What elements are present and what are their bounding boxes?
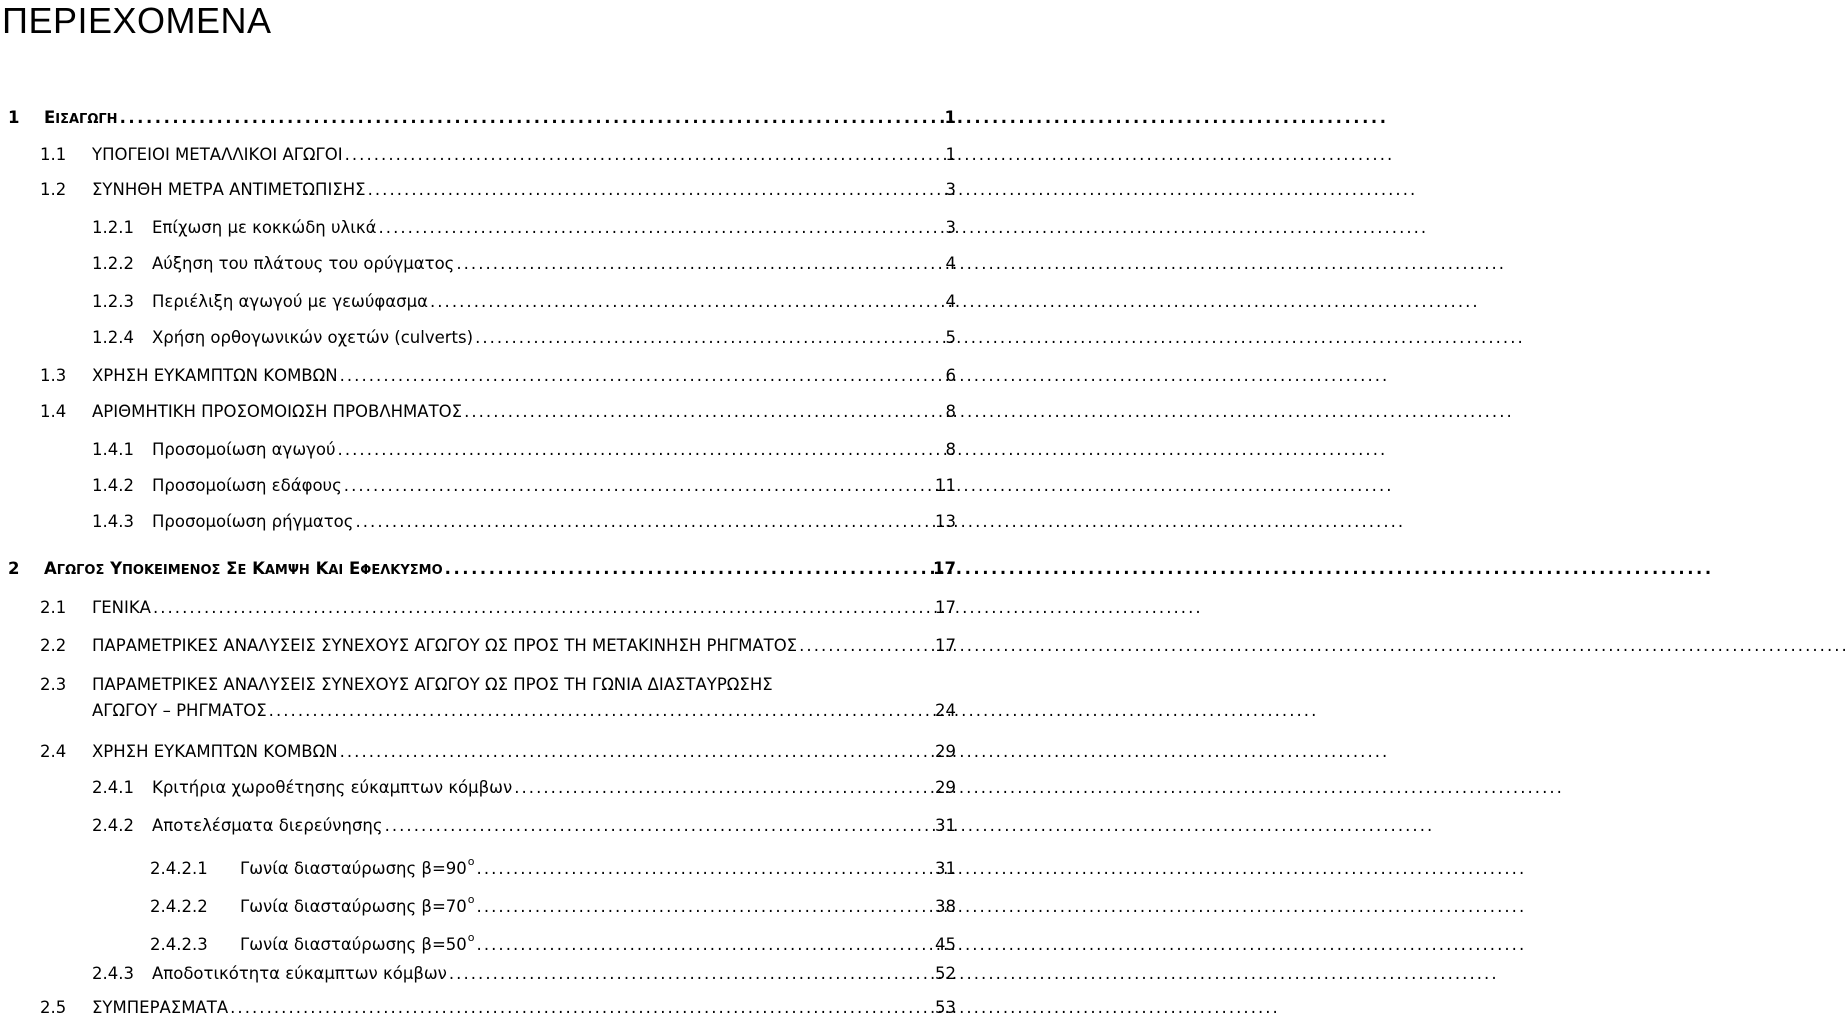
toc-entry[interactable] [0, 399, 956, 425]
toc-title: Αποτελέσματα διερεύνησης [152, 816, 383, 835]
toc-number: 1.2 [40, 180, 67, 199]
degree-sign: ο [467, 855, 475, 868]
toc-entry[interactable] [0, 961, 956, 987]
toc-page-number: 53 [935, 998, 956, 1017]
toc-entry[interactable] [0, 925, 956, 954]
toc-number: 2.4 [40, 742, 67, 761]
toc-number: 2.3 [40, 675, 67, 694]
toc-entry[interactable] [0, 289, 956, 315]
toc-entry[interactable] [0, 813, 956, 839]
degree-sign: ο [467, 931, 475, 944]
toc-page-number: 8 [945, 402, 956, 421]
toc-title: ΑΡΙΘΜΗΤΙΚΗ ΠΡΟΣΟΜΟΙΩΣΗ ΠΡΟΒΛΗΜΑΤΟΣ [92, 402, 463, 421]
toc-title: Γωνία διασταύρωσης $\beta=70^o$ [240, 893, 475, 916]
toc-page-number: 45 [935, 935, 956, 954]
toc-number: 1.2.1 [92, 218, 134, 237]
toc-page-number: 31 [935, 816, 956, 835]
toc-page-number: 1 [944, 108, 956, 127]
toc-page-number: 29 [935, 742, 956, 761]
toc-page-number: 3 [945, 218, 956, 237]
dot-leader [477, 856, 933, 882]
dot-leader [464, 399, 943, 425]
toc-title: Προσομοίωση αγωγού [152, 440, 336, 459]
toc-entry[interactable] [0, 739, 956, 765]
toc-number: 2.4.3 [92, 964, 134, 983]
toc-number: 2 [8, 559, 20, 578]
toc-page-number: 29 [935, 778, 956, 797]
toc-number: 1.2.4 [92, 328, 134, 347]
toc-number: 2.2 [40, 636, 67, 655]
toc-title: ΓΕΝΙΚΑ [92, 598, 151, 617]
dot-leader [456, 251, 943, 277]
dot-leader [445, 556, 931, 582]
toc-page-number: 13 [935, 512, 956, 531]
toc-entry[interactable] [0, 251, 956, 277]
toc-page-number: 24 [935, 701, 956, 720]
toc-title: ΥΠΟΓΕΙΟΙ ΜΕΤΑΛΛΙΚΟΙ ΑΓΩΓΟΙ [92, 145, 343, 164]
toc-number: 2.5 [40, 998, 67, 1017]
toc-title: Περιέλιξη αγωγού με γεωύφασμα [152, 292, 428, 311]
dot-leader [514, 775, 933, 801]
dot-leader [153, 595, 933, 621]
toc-title: ΠΑΡΑΜΕΤΡΙΚΕΣ ΑΝΑΛΥΣΕΙΣ ΣΥΝΕΧΟΥΣ ΑΓΩΓΟΥ ΩΣ ΠΡΟΣ ΤΗ ΜΕΤΑΚΙΝΗΣΗ ΡΗΓΜΑΤΟΣ [92, 636, 798, 655]
toc-page-number: 17 [933, 559, 956, 578]
toc-number: 1.3 [40, 366, 67, 385]
dot-leader [385, 813, 933, 839]
toc-title: Αύξηση του πλάτους του ορύγματος [152, 254, 455, 273]
toc-title: Επίχωση με κοκκώδη υλικά [152, 218, 377, 237]
dot-leader [477, 894, 933, 920]
toc-entry[interactable] [0, 142, 956, 168]
toc-entry[interactable] [0, 215, 956, 241]
toc-number: 2.4.2 [92, 816, 134, 835]
toc-entry[interactable] [0, 177, 956, 203]
dot-leader [355, 509, 933, 535]
toc-number: 2.4.2.2 [150, 897, 208, 916]
dot-leader [230, 995, 933, 1021]
toc-entry[interactable] [0, 672, 956, 724]
toc-entry[interactable] [0, 325, 956, 351]
toc-number: 2.4.2.3 [150, 935, 208, 954]
toc-number: 1 [8, 108, 20, 127]
toc-entry[interactable] [0, 633, 956, 659]
dot-leader [120, 105, 943, 131]
dot-leader [449, 961, 933, 987]
toc-title: ΕΙΣΑΓΩΓΗ [44, 108, 118, 127]
toc-number: 2.4.2.1 [150, 859, 208, 878]
toc-title: Προσομοίωση ρήγματος [152, 512, 354, 531]
toc-entry[interactable] [0, 437, 956, 463]
toc-page-number: 3 [945, 180, 956, 199]
toc-title: Κριτήρια χωροθέτησης εύκαμπτων κόμβων [152, 778, 513, 797]
page-title: ΠΕΡΙΕΧΟΜΕΝΑ [2, 0, 272, 41]
dot-leader [799, 633, 933, 659]
toc-title: Χρήση ορθογωνικών οχετών (culverts) [152, 328, 474, 347]
toc-page-number: 4 [945, 254, 956, 273]
toc-number: 1.2.3 [92, 292, 134, 311]
toc-entry[interactable] [0, 887, 956, 916]
dot-leader [344, 473, 933, 499]
dot-leader [475, 325, 943, 351]
toc-title: ΠΑΡΑΜΕΤΡΙΚΕΣ ΑΝΑΛΥΣΕΙΣ ΣΥΝΕΧΟΥΣ ΑΓΩΓΟΥ ΩΣ ΠΡΟΣ ΤΗ ΓΩΝΙΑ ΔΙΑΣΤΑΥΡΩΣΗΣ [92, 675, 773, 694]
toc-entry[interactable] [0, 995, 956, 1021]
dot-leader [340, 739, 933, 765]
toc-title: ΣΥΜΠΕΡΑΣΜΑΤΑ [92, 998, 229, 1017]
toc-entry[interactable] [0, 556, 956, 582]
toc-page-number: 17 [935, 598, 956, 617]
toc-title: ΑΓΩΓΟΣ ΥΠΟΚΕΙΜΕΝΟΣ ΣΕ ΚΑΜΨΗ ΚΑΙ ΕΦΕΛΚΥΣΜΟ [44, 559, 443, 578]
toc-page-number: 38 [935, 897, 956, 916]
toc-page-number: 11 [935, 476, 956, 495]
degree-sign: ο [467, 893, 475, 906]
toc-page-number: 31 [935, 859, 956, 878]
toc-title: ΧΡΗΣΗ ΕΥΚΑΜΠΤΩΝ ΚΟΜΒΩΝ [92, 742, 338, 761]
toc-page-number: 17 [935, 636, 956, 655]
toc-number: 1.4 [40, 402, 67, 421]
dot-leader [345, 142, 944, 168]
toc-page-number: 6 [945, 366, 956, 385]
toc-entry[interactable] [0, 473, 956, 499]
toc-page-number: 8 [945, 440, 956, 459]
toc-entry[interactable] [0, 775, 956, 801]
dot-leader [379, 215, 944, 241]
toc-page-number: 4 [945, 292, 956, 311]
toc-number: 1.4.1 [92, 440, 134, 459]
dot-leader [430, 289, 944, 315]
toc-number: 2.4.1 [92, 778, 134, 797]
dot-leader [340, 363, 944, 389]
toc-number: 1.4.3 [92, 512, 134, 531]
dot-leader [477, 932, 933, 958]
dot-leader [368, 177, 944, 203]
toc-entry[interactable] [0, 509, 956, 535]
toc-title: Γωνία διασταύρωσης $\beta=50^o$ [240, 931, 475, 954]
toc-number: 1.2.2 [92, 254, 134, 273]
dot-leader [269, 698, 933, 724]
toc-page-number: 5 [945, 328, 956, 347]
toc-title: Αποδοτικότητα εύκαμπτων κόμβων [152, 964, 447, 983]
toc-entry[interactable] [0, 595, 956, 621]
toc-title: ΣΥΝΗΘΗ ΜΕΤΡΑ ΑΝΤΙΜΕΤΩΠΙΣΗΣ [92, 180, 366, 199]
toc-entry[interactable] [0, 849, 956, 878]
toc-title-continued: ΑΓΩΓΟΥ – ΡΗΓΜΑΤΟΣ [92, 701, 267, 720]
toc-entry[interactable] [0, 105, 956, 131]
toc-entry[interactable] [0, 363, 956, 389]
toc-page-number: 1 [945, 145, 956, 164]
toc-number: 1.4.2 [92, 476, 134, 495]
toc-page-number: 52 [935, 964, 956, 983]
toc-number: 1.1 [40, 145, 67, 164]
toc-number: 2.1 [40, 598, 67, 617]
toc-title: ΧΡΗΣΗ ΕΥΚΑΜΠΤΩΝ ΚΟΜΒΩΝ [92, 366, 338, 385]
dot-leader [338, 437, 944, 463]
toc-title: Προσομοίωση εδάφους [152, 476, 342, 495]
toc-title: Γωνία διασταύρωσης $\beta=90^o$ [240, 855, 475, 878]
